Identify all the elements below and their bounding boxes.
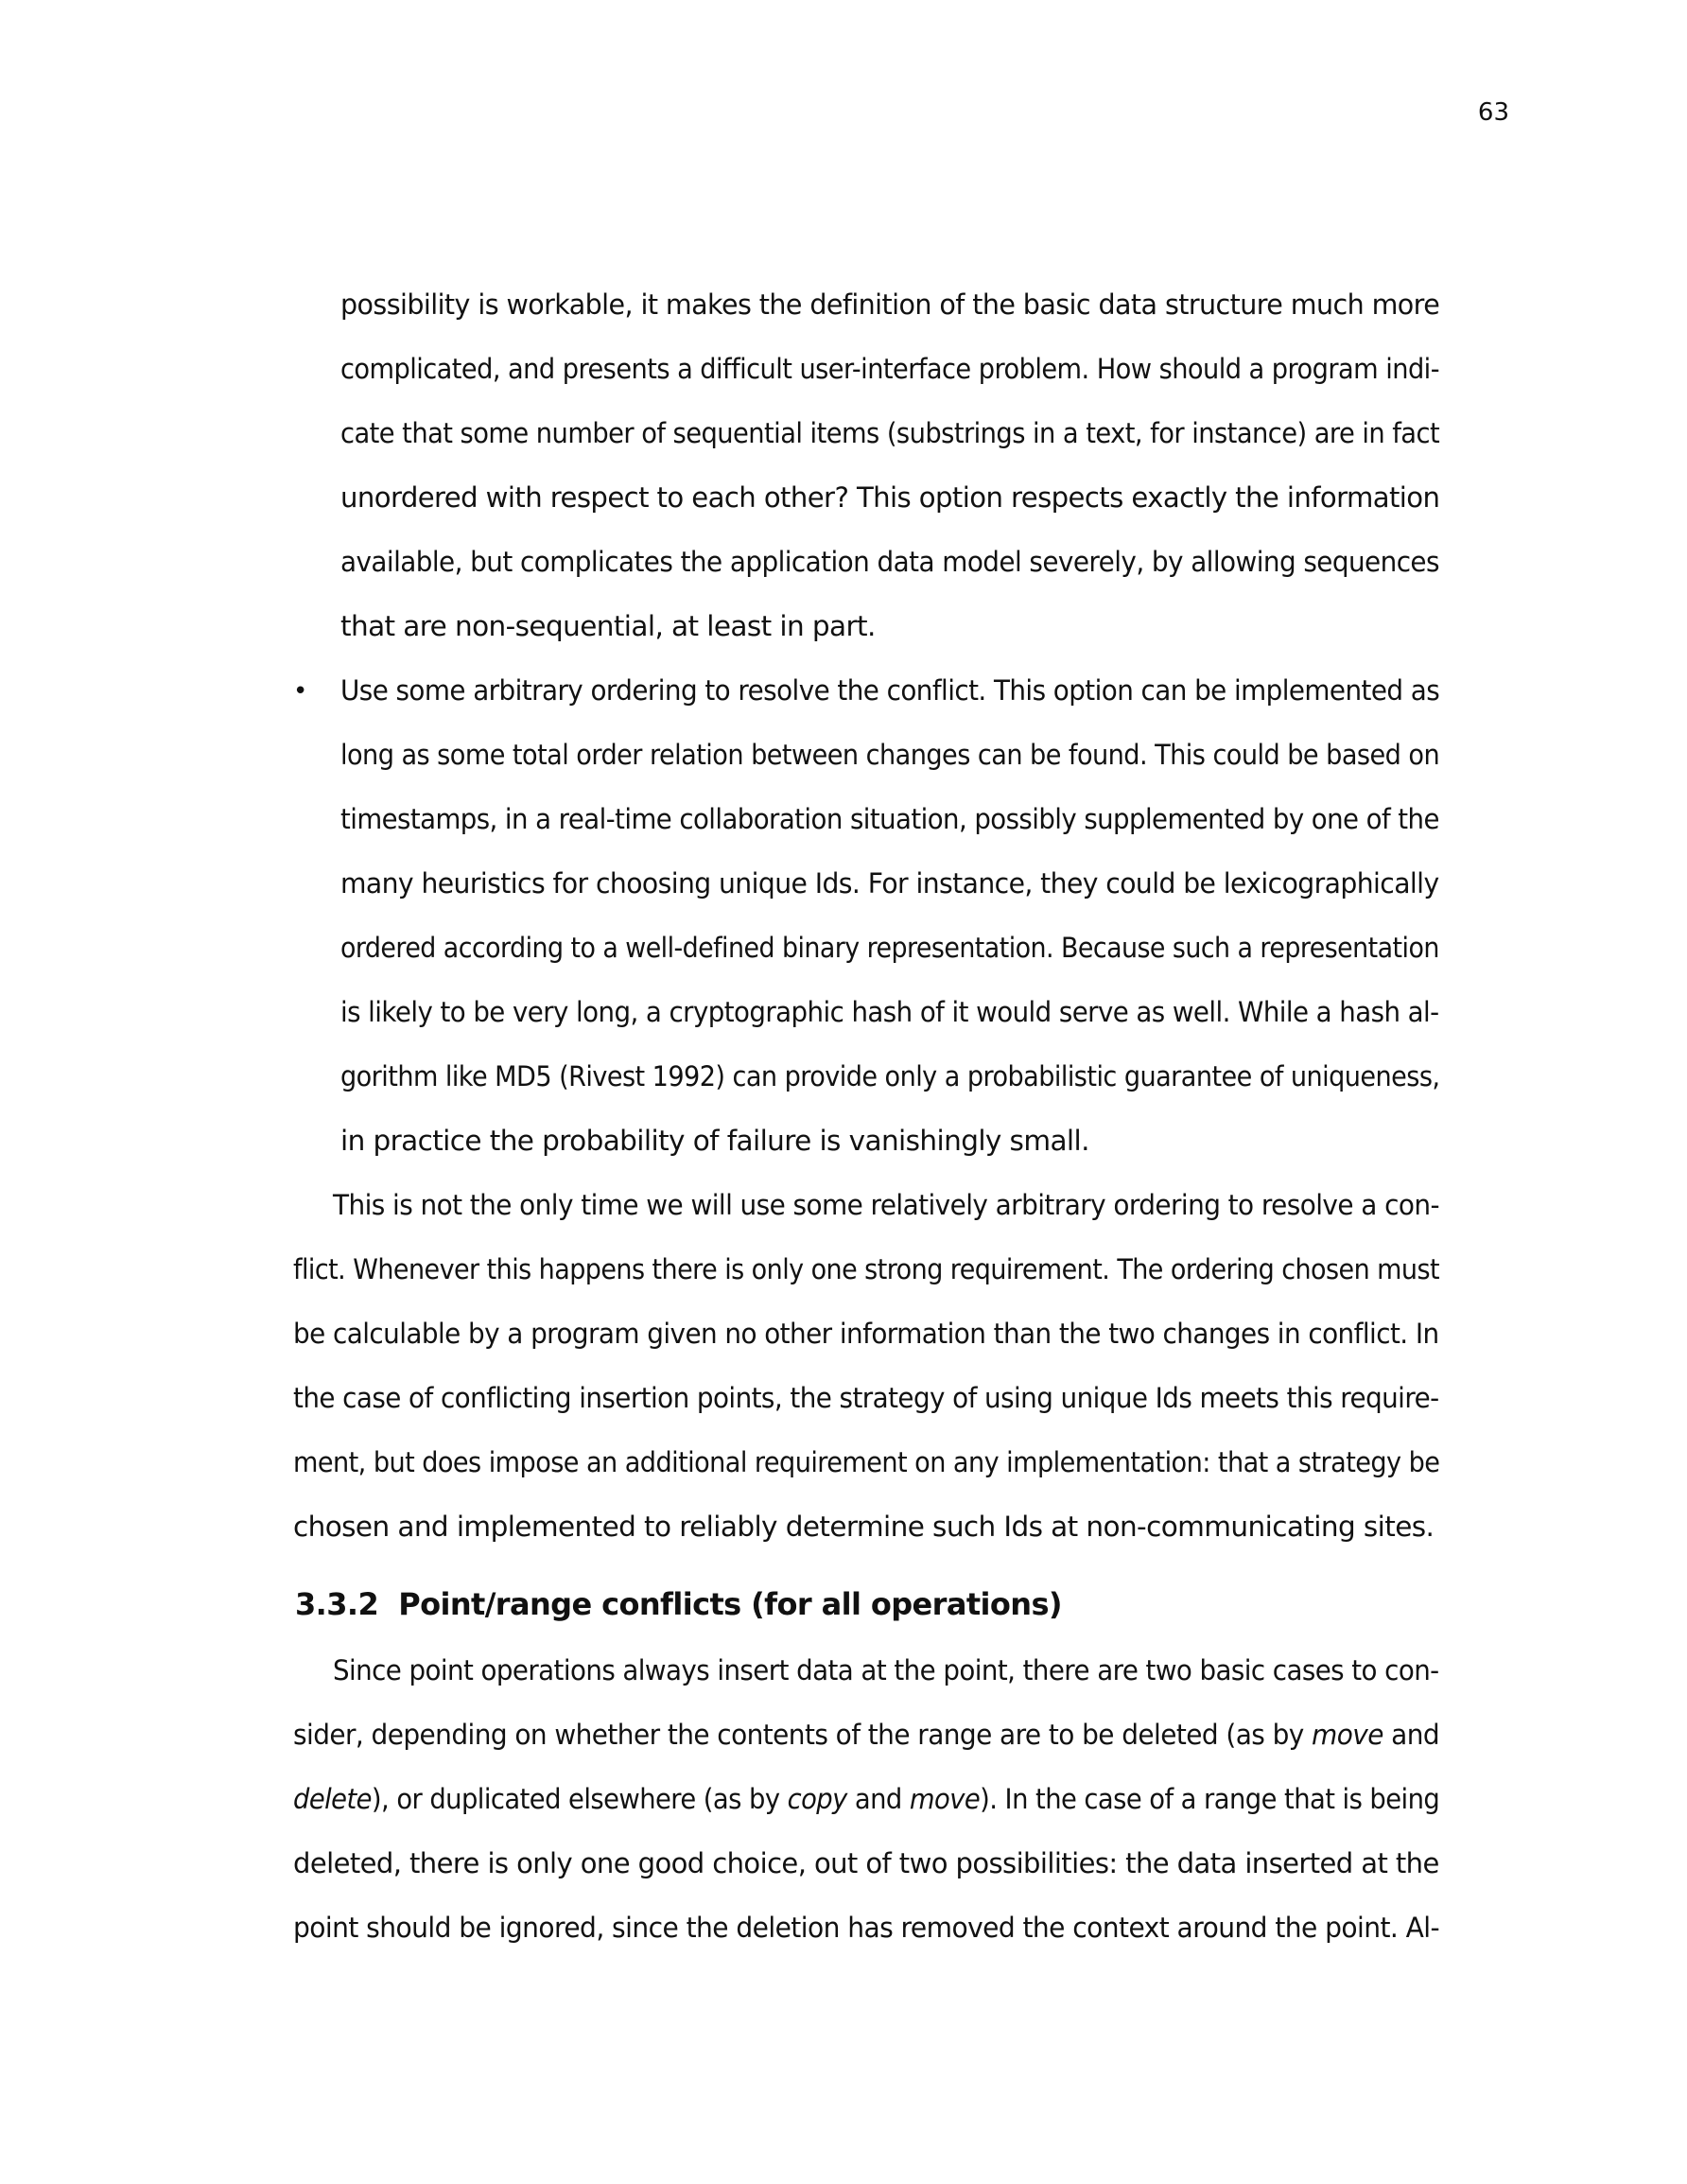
text-run: ). In the case of a range that is being — [980, 1783, 1440, 1815]
text-line: the case of conflicting insertion points, the strategy of using unique Ids meets this require- — [293, 1382, 1439, 1414]
text-run: ), or duplicated elsewhere (as by — [371, 1783, 788, 1815]
bullet-marker: • — [293, 677, 308, 706]
text-line: Since point operations always insert data at the point, there are two basic cases to con- — [333, 1654, 1439, 1686]
text-line: ordered according to a well-defined binary representation. Because such a representation — [340, 932, 1439, 964]
text-line: This is not the only time we will use some relatively arbitrary ordering to resolve a con- — [333, 1189, 1439, 1221]
text-run: and — [1383, 1719, 1440, 1751]
text-line: many heuristics for choosing unique Ids. For instance, they could be lexicographically — [340, 867, 1439, 900]
text-line: flict. Whenever this happens there is only one strong requirement. The ordering chosen must — [293, 1253, 1439, 1285]
text-line: cate that some number of sequential items (substrings in a text, for instance) are in fact — [340, 417, 1440, 449]
text-line — [293, 1719, 1439, 1751]
emphasis-delete: delete — [293, 1783, 372, 1815]
text-line: possibility is workable, it makes the definition of the basic data structure much more — [340, 288, 1440, 321]
text-line: unordered with respect to each other? This option respects exactly the information — [340, 481, 1440, 514]
section-number: 3.3.2 — [295, 1586, 379, 1622]
text-line: chosen and implemented to reliably determine such Ids at non-communicating sites. — [293, 1511, 1435, 1543]
section-heading — [295, 1586, 1062, 1622]
text-line: that are non-sequential, at least in part. — [340, 610, 876, 642]
text-run: and — [846, 1783, 910, 1815]
text-line: in practice the probability of failure is vanishingly small. — [340, 1125, 1089, 1157]
section-title: Point/range conflicts (for all operations) — [398, 1586, 1062, 1622]
text-line: Use some arbitrary ordering to resolve the conflict. This option can be implemented as — [340, 674, 1440, 707]
text-line: available, but complicates the application data model severely, by allowing sequences — [340, 546, 1439, 578]
text-line: deleted, there is only one good choice, out of two possibilities: the data inserted at the — [293, 1847, 1439, 1879]
text-line: ment, but does impose an additional requirement on any implementation: that a strategy be — [293, 1446, 1440, 1478]
text-line: gorithm like MD5 (Rivest 1992) can provide only a probabilistic guarantee of uniqueness, — [340, 1060, 1440, 1092]
text-line: timestamps, in a real-time collaboration situation, possibly supplemented by one of the — [340, 803, 1439, 835]
text-line: long as some total order relation between changes can be found. This could be based on — [340, 739, 1440, 771]
emphasis-move: move — [1312, 1719, 1383, 1751]
text-line — [293, 1783, 1439, 1815]
emphasis-move: move — [909, 1783, 981, 1815]
text-run: sider, depending on whether the contents of the range are to be deleted (as by — [293, 1719, 1313, 1751]
text-line: point should be ignored, since the deletion has removed the context around the point. Al- — [293, 1912, 1440, 1944]
text-line: is likely to be very long, a cryptographic hash of it would serve as well. While a hash al- — [340, 996, 1439, 1028]
page-number: 63 — [1477, 98, 1509, 127]
text-line: be calculable by a program given no other information than the two changes in conflict. In — [293, 1318, 1439, 1350]
text-line: complicated, and presents a difficult user-interface problem. How should a program indi- — [340, 353, 1439, 385]
emphasis-copy: copy — [787, 1783, 847, 1815]
